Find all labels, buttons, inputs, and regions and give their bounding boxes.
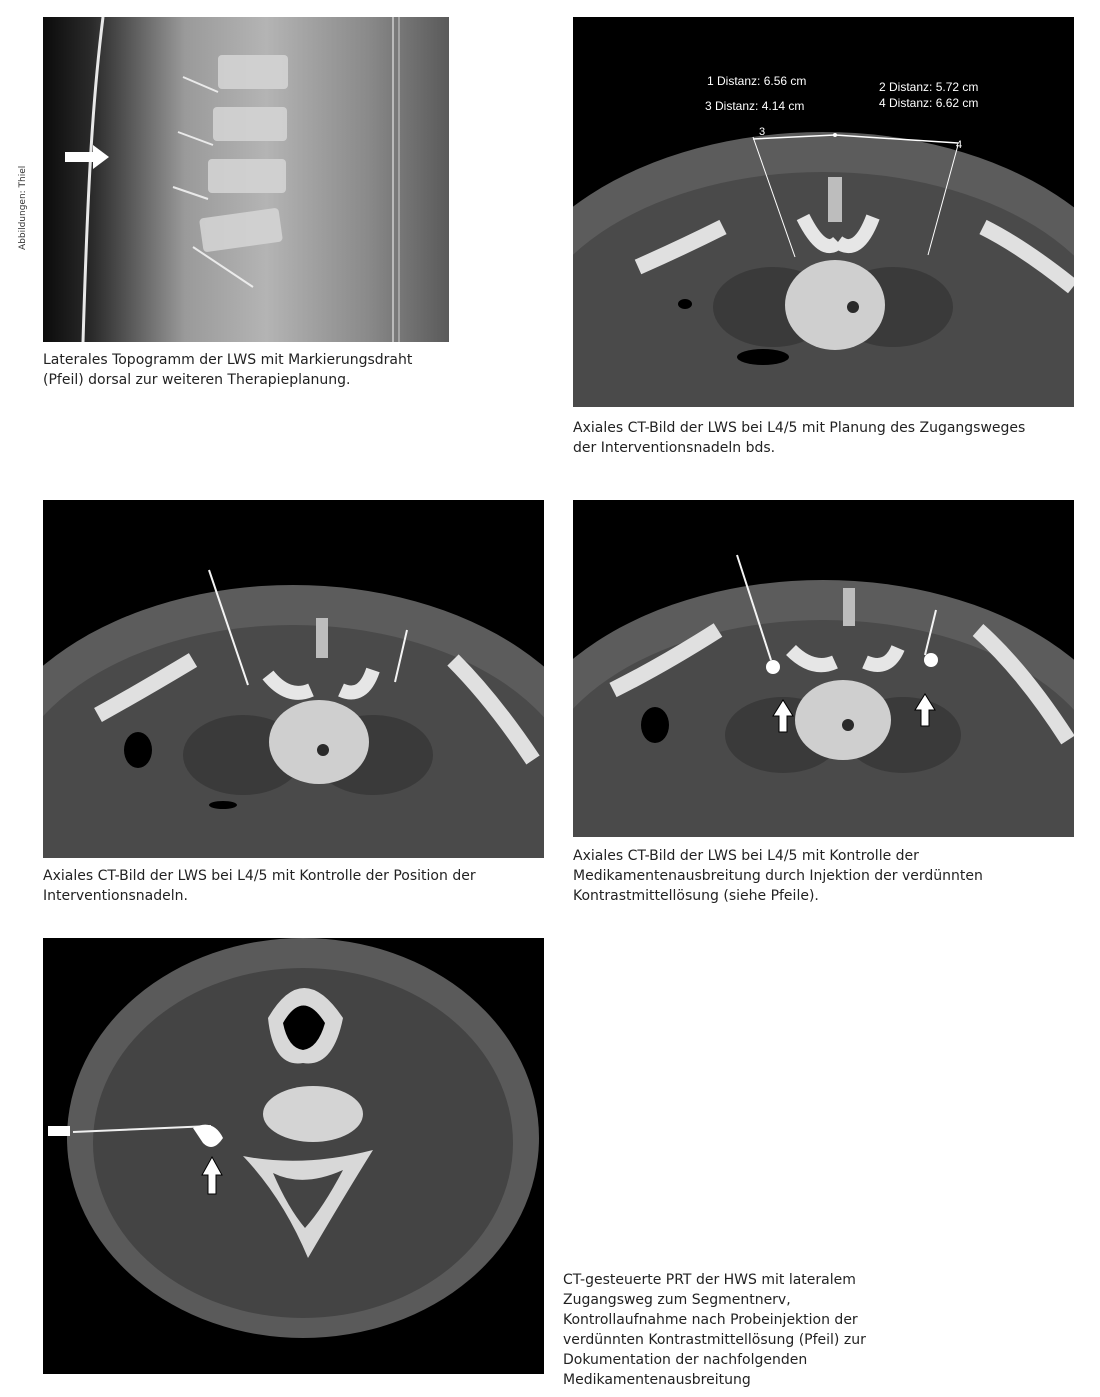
ct-cervical-image [43, 938, 544, 1374]
svg-text:4 Distanz: 6.62 cm: 4 Distanz: 6.62 cm [879, 96, 979, 110]
ct-planning-image [573, 17, 1074, 407]
image-credit: Abbildungen: Thiel [18, 165, 28, 250]
figure4-caption: Axiales CT-Bild der LWS bei L4/5 mit Kontrolle der Medikamentenausbreitung durch Injektion der verdünnten Kontrastmittellösung (siehe Pfeile). [573, 848, 983, 904]
figure-axial-ct-planning [573, 17, 1074, 407]
svg-text:3 Distanz: 4.14 cm: 3 Distanz: 4.14 cm [705, 99, 805, 113]
figure1-caption: Laterales Topogramm der LWS mit Markierungsdraht (Pfeil) dorsal zur weiteren Therapieplanung. [43, 352, 413, 388]
figure-cervical-ct-prt [43, 938, 544, 1374]
figure-lateral-topogram [43, 17, 449, 342]
svg-text:3: 3 [759, 126, 766, 138]
figure-axial-ct-needles [43, 500, 544, 858]
svg-text:2 Distanz: 5.72 cm: 2 Distanz: 5.72 cm [879, 80, 979, 94]
ct-needles-image [43, 500, 544, 858]
figure3-caption: Axiales CT-Bild der LWS bei L4/5 mit Kontrolle der Position der Interventionsnadeln. [43, 868, 476, 904]
figure-axial-ct-contrast [573, 500, 1074, 837]
ct-contrast-image [573, 500, 1074, 837]
topogram-image [43, 17, 449, 342]
svg-text:1 Distanz: 6.56 cm: 1 Distanz: 6.56 cm [707, 74, 807, 88]
figure5-caption: CT-gesteuerte PRT der HWS mit lateralem Zugangsweg zum Segmentnerv, Kontrollaufnahme nach Probeinjektion der verdünnten Kontrastmittellösung (Pfeil) zur Dokumentation der nachfolgenden Medikamentenausbreitung [563, 1272, 866, 1388]
svg-text:4: 4 [956, 139, 963, 151]
figure2-caption: Axiales CT-Bild der LWS bei L4/5 mit Planung des Zugangsweges der Interventionsnadeln bds. [573, 420, 1026, 456]
